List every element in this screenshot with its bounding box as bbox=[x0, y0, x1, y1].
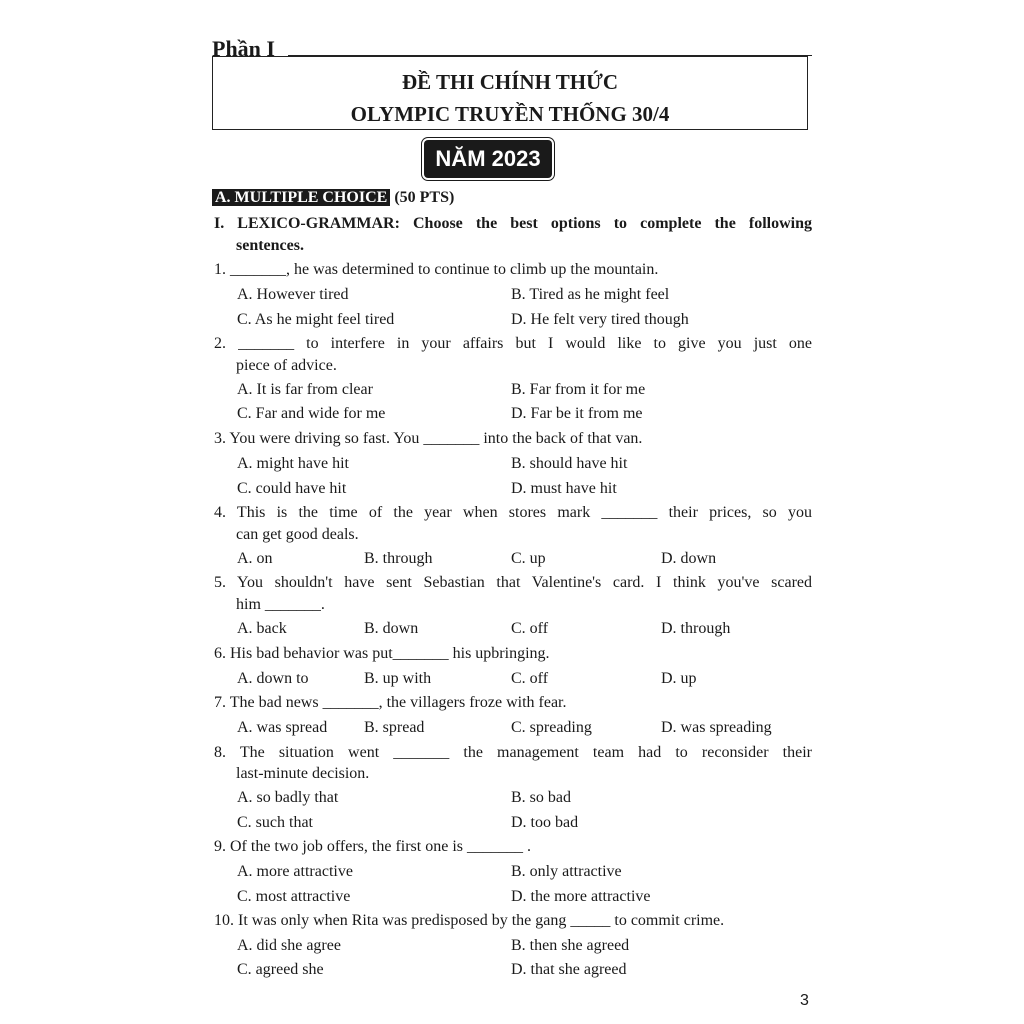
section-heading bbox=[212, 188, 454, 208]
question-3-option-d: D. must have hit bbox=[511, 480, 617, 497]
question-4-option-a: A. on bbox=[237, 550, 273, 567]
question-4-option-c: C. up bbox=[511, 550, 546, 567]
question-5-option-b: B. down bbox=[364, 620, 419, 637]
part-label: Phần I bbox=[212, 36, 275, 61]
section-label: A. MULTIPLE CHOICE bbox=[212, 189, 390, 206]
instructions bbox=[214, 213, 812, 257]
instructions-line-1: I. LEXICO-GRAMMAR: Choose the best options to complete the following bbox=[214, 215, 812, 232]
question-8-stem: 8. The situation went _______ the management team had to reconsider their bbox=[214, 744, 812, 761]
question-1-option-d: D. He felt very tired though bbox=[511, 311, 689, 328]
title-box bbox=[212, 56, 808, 130]
question-8-option-d: D. too bad bbox=[511, 814, 579, 831]
question-6-option-a: A. down to bbox=[237, 670, 309, 687]
instructions-line-2: sentences. bbox=[236, 237, 304, 254]
question-4-option-b: B. through bbox=[364, 550, 433, 567]
question-8-stem-cont: last-minute decision. bbox=[236, 765, 370, 782]
question-6-option-b: B. up with bbox=[364, 670, 432, 687]
question-3-stem: 3. You were driving so fast. You _______ into the back of that van. bbox=[214, 430, 643, 447]
question-9-option-a: A. more attractive bbox=[237, 863, 353, 880]
question-7-stem: 7. The bad news _______, the villagers froze with fear. bbox=[214, 694, 567, 711]
question-10-option-c: C. agreed she bbox=[237, 961, 324, 978]
question-8-option-b: B. so bad bbox=[511, 789, 571, 806]
question-6-option-d: D. up bbox=[661, 670, 697, 687]
question-5-stem-cont: him _______. bbox=[236, 596, 325, 613]
question-7-option-a: A. was spread bbox=[237, 719, 328, 736]
question-3-option-a: A. might have hit bbox=[237, 455, 349, 472]
question-10-stem: 10. It was only when Rita was predisposed by the gang _____ to commit crime. bbox=[214, 912, 725, 929]
page-number: 3 bbox=[800, 992, 809, 1009]
question-9-option-c: C. most attractive bbox=[237, 888, 351, 905]
question-10-option-a: A. did she agree bbox=[237, 937, 341, 954]
question-7-option-c: C. spreading bbox=[511, 719, 592, 736]
year-badge: NĂM 2023 bbox=[424, 140, 552, 178]
question-2-stem-cont: piece of advice. bbox=[236, 357, 337, 374]
question-1-option-c: C. As he might feel tired bbox=[237, 311, 395, 328]
question-5-stem: 5. You shouldn't have sent Sebastian that Valentine's card. I think you've scared bbox=[214, 574, 812, 591]
question-1-stem: 1. _______, he was determined to continue to climb up the mountain. bbox=[214, 261, 659, 278]
question-6-option-c: C. off bbox=[511, 670, 549, 687]
exam-title: ĐỀ THI CHÍNH THỨC bbox=[401, 70, 619, 94]
question-5-option-a: A. back bbox=[237, 620, 287, 637]
question-1-option-a: A. However tired bbox=[237, 286, 349, 303]
question-9-stem: 9. Of the two job offers, the first one is _______ . bbox=[214, 838, 531, 855]
question-9-option-d: D. the more attractive bbox=[511, 888, 651, 905]
question-5-option-c: C. off bbox=[511, 620, 549, 637]
question-10-option-d: D. that she agreed bbox=[511, 961, 627, 978]
question-2-stem: 2. _______ to interfere in your affairs but I would like to give you just one bbox=[214, 335, 812, 352]
question-2-option-b: B. Far from it for me bbox=[511, 381, 646, 398]
question-4-stem-cont: can get good deals. bbox=[236, 526, 359, 543]
question-3-option-b: B. should have hit bbox=[511, 455, 628, 472]
question-10-option-b: B. then she agreed bbox=[511, 937, 630, 954]
question-4-stem: 4. This is the time of the year when stores mark _______ their prices, so you bbox=[214, 504, 812, 521]
question-8-option-a: A. so badly that bbox=[237, 789, 339, 806]
section-points: (50 PTS) bbox=[390, 189, 455, 206]
question-9-option-b: B. only attractive bbox=[511, 863, 622, 880]
exam-subtitle: OLYMPIC TRUYỀN THỐNG 30/4 bbox=[350, 102, 670, 126]
question-7-option-d: D. was spreading bbox=[661, 719, 772, 736]
question-2-option-d: D. Far be it from me bbox=[511, 405, 643, 422]
question-4-option-d: D. down bbox=[661, 550, 717, 567]
question-1-option-b: B. Tired as he might feel bbox=[511, 286, 670, 303]
question-6-stem: 6. His bad behavior was put_______ his upbringing. bbox=[214, 645, 550, 662]
question-5-option-d: D. through bbox=[661, 620, 731, 637]
question-8-option-c: C. such that bbox=[237, 814, 313, 831]
question-2-option-c: C. Far and wide for me bbox=[237, 405, 386, 422]
question-2-option-a: A. It is far from clear bbox=[237, 381, 373, 398]
question-7-option-b: B. spread bbox=[364, 719, 425, 736]
question-3-option-c: C. could have hit bbox=[237, 480, 347, 497]
